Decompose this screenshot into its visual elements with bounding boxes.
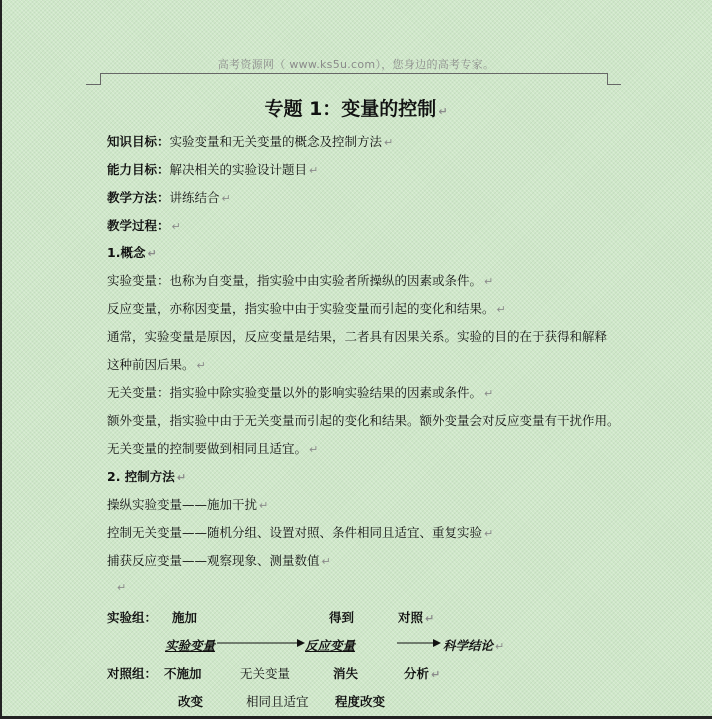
concept-paragraph-3b: 这种前因后果。 ↵ — [107, 357, 206, 372]
concept-paragraph-4: 无关变量：指实验中除实验变量以外的影响实验结果的因素或条件。 ↵ — [107, 385, 494, 400]
concept-paragraph-2: 反应变量，亦称因变量，指实验中由于实验变量而引起的变化和结果。 ↵ — [107, 301, 506, 316]
analyze-label: 分析 ↵ — [404, 666, 441, 681]
not-apply-label: 不施加 — [164, 666, 202, 681]
control-method-2: 控制无关变量——随机分组、设置对照、条件相同且适宜、重复实验 ↵ — [107, 525, 494, 540]
knowledge-objective: 知识目标：实验变量和无关变量的概念及控制方法 ↵ — [107, 134, 394, 149]
header-left-tick — [100, 73, 101, 85]
concept-paragraph-5: 额外变量，指实验中由于无关变量而引起的变化和结果。额外变量会对反应变量有干扰作用。 — [107, 413, 620, 428]
header-rule — [100, 73, 608, 74]
section-1-heading: 1.概念 ↵ — [107, 245, 157, 260]
header-left-foot — [86, 84, 100, 85]
teaching-process: 教学过程： ↵ — [107, 218, 181, 233]
control-method-1: 操纵实验变量——施加干扰 ↵ — [107, 497, 269, 512]
teaching-method: 教学方法：讲练结合 ↵ — [107, 190, 231, 205]
control-method-3: 捕获反应变量——观察现象、测量数值 ↵ — [107, 553, 331, 568]
page-header: 高考资源网（ www.ks5u.com），您身边的高考专家。 — [217, 58, 495, 71]
arrow-resp-to-conclusion — [397, 636, 443, 650]
degree-change-label: 程度改变 — [335, 694, 386, 709]
concept-paragraph-3a: 通常，实验变量是原因，反应变量是结果，二者具有因果关系。实验的目的在于获得和解释 — [107, 329, 608, 344]
experimental-variable: 实验变量 — [165, 638, 216, 653]
page-title: 专题 1：变量的控制 ↵ — [264, 98, 448, 120]
scientific-conclusion: 科学结论 ↵ — [443, 638, 505, 653]
eliminate-label: 消失 — [333, 666, 359, 681]
obtain-label: 得到 — [329, 610, 355, 625]
change-label: 改变 — [178, 694, 204, 709]
response-variable: 反应变量 — [305, 638, 356, 653]
ability-objective: 能力目标：解决相关的实验设计题目 ↵ — [107, 162, 319, 177]
arrow-exp-to-resp — [217, 636, 307, 650]
concept-paragraph-1: 实验变量：也称为自变量，指实验中由实验者所操纵的因素或条件。 ↵ — [107, 273, 494, 288]
experimental-group-label: 实验组： — [107, 610, 158, 625]
irrelevant-variable: 无关变量 — [240, 666, 291, 681]
empty-paragraph: ↵ — [117, 581, 127, 594]
section-2-heading: 2. 控制方法 ↵ — [107, 469, 187, 484]
control-group-label: 对照组： — [107, 666, 158, 681]
header-right-foot — [607, 84, 621, 85]
same-suitable-label: 相同且适宜 — [246, 694, 309, 709]
compare-label: 对照 ↵ — [398, 610, 435, 625]
concept-paragraph-6: 无关变量的控制要做到相同且适宜。 ↵ — [107, 441, 319, 456]
apply-label: 施加 — [172, 610, 198, 625]
